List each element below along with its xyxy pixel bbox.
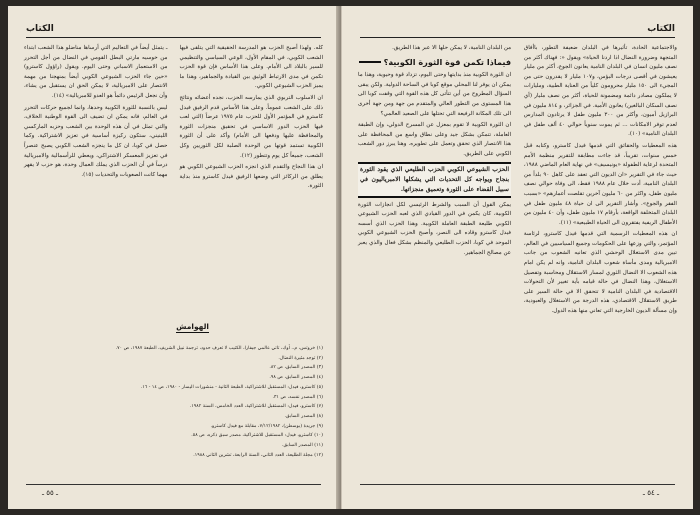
footnote-item: (٨) المصدر السابق. [284,413,323,419]
footnote-item: (١١) المصدر السابق. [282,443,323,449]
section-heading [358,58,511,68]
paragraph: ان هذه المعطيات الرسمية التي قدمها فيدل كاسترو، لرئاسة المؤتمر، والتي وزعها على الحكومات وجميع السياسيين في العالم، تبين مدى الاستغلال الوحشي الذي تعانيه الشعوب من جانب الامبريالية ومدى مأساة شعوب البلدان النامية، وانه لم يكن امام هذه الشعوب الا النضال الثوري لمسار الاستقلال ومحاسبة وتفصيل الاستغلال، وهذا النضال في حالة قيامه بأية تغيير لأن التحولات الاقتصادية في البلدان النامية لا تتحقق الا في حالة السير على طريق الاستقلال الاقتصادي، هذه الدرجة من الاستغلال والعبودية، وإن مسألة الديون الخارجية التي تعاني منها هذه الدول. [523,231,677,315]
paragraph: ان الثورة الكوبية منذ بدايتها وحتى اليوم، تزداد قوة وحيوية، وهذا ما يمكن ان يوفر لنا المحلي موقع كوبا في الساحة الدولية. ولكن يبقى السؤال المطروح من أين تتأتى كل هذه القوة التي وقفت كوبا الى هذا المستوى من التطور العالي والمتقدم من جهة ومن جهة أخرى الى تلك المكانة الرفيعة التي تحتلها على الصعيد العالمي؟ [358,72,512,117]
footnotes-title: الهوامش [176,322,209,331]
bottom-rule [360,484,675,485]
left-page-left-column [24,44,168,182]
right-page-right-column [524,44,677,319]
page-number-right: ـ ٥٤ ـ [642,489,659,497]
footnote-item: (١٢) مجلة الطليعة، العدد الثاني، السنة الرابعة، تشرين الثاني ١٩٨٨. [193,452,323,458]
paragraph: والاجتماعية الحادة، تأثيرها في البلدان ضعيفة التطور، باأفاق المتجهة وضرورة النضال اذا اردنا الحياة» ويقول «: فهناك أكثر من نصف مليون انسان في البلدان النامية يعانون الجوع، أكثر من مليار يعيشون في أقصى درجات البؤس، و١٠٧ مليار لا يقدرون حتى من المجيء الى ١٥٠ مليار محرومون كلياً من العناية الطبية، ومليارات لا يملكون مصادر دائمة ومضمونة للحياة، أكثر من نصف مليار (أي نصف السكان البالغين) يعانون الأمية. في الجزائر، و ٨١٤ مليون في البرازيل أميون، وأكثر من ٣٠٠ مليون طفل لا يرتادون المدارس لعدم توفر الامكانات ... ثم يموت سنوياً حوالي ٤٠ ألف طفل في البلدان النامية» (١٠). [523,45,677,138]
left-page-right-column [179,44,323,194]
paragraph: يمكن القول أن السبب والشرط الرئيسي لكل انجازات الثورة الكوبية، كان يكمن في الدور القيادي الذي لعبه الحزب الشيوعي الكوبي طليعة الطبقة العاملة الكوبية. وهذا الحزب الذي أسسه فيدل كاسترو وقاده الى النصر، وأصبح الحزب الشيوعي الكوبي الموحد في كوبا، الحزب الطليعي والمنظم بشكل فعال والذي يعبر عن مصالح الجماهير. [358,201,512,256]
right-page [341,6,693,509]
paragraph: كله. ولهذا أصبح الحزب هو المدرسة الحقيقية التي يتلقى فيها الشعب الكوبي، في المقام الأول، الوعي السياسي والتنظيمي للسير بالبلاد الى الأمام. وعلى هذا الأساس فإن قوة الحزب تكمن في مدى الارتباط الوثيق بين القيادة والجماهير، وهذا ما يميز الحزب الشيوعي الكوبي. [179,45,323,90]
paragraph: ان هذا النجاح والتقدم الذي انجزه الحزب الشيوعي الكوبي هو يطلق من الركائز التي وضعها الرفيق فيدل كاسترو منذ بداية الثورة. [179,164,323,190]
footnote-item: (٥) كاسترو، فيدل: المستقبل للاشتراكية، الطبعة الثانية - منشورات اليسار - ١٩٨٠، ص ١٤ - ١٦. [140,384,323,390]
paragraph: ليس بالنسبة للثورة الكوبية وحدها، وانما لجميع حركات التحرر في العالم، فانه يمكن ان تضيف الى القوة الوطنية الخلاف، والتي تمثل في أن هذه الوحدة بين الشعب وحزبه الماركسي اللينيني، ستكون ركيزة أساسية في تعزيز الاشتراكية. وكما حصل في كوبا، ان كل ما ينجزه الشعب الكوبي يصبح عنصراً في تعزيز المعسكر الاشتراكي، ويعطي للرأسمالية والامبريالية درساً في أن الحزب الذي يملك العمال وحدة، هو حزب لا يقهر مهما كانت الصعوبات والتحديات (١٥). [24,104,168,178]
paragraph: من البلدان النامية، لا يمكن حلها الا عبر هذا الطريق. [392,45,512,51]
footnote-item: (٦) المصدر نفسه، ص ٣١. [272,394,323,400]
footnote-item: (٢) توجد مثيرة النضال. [278,355,323,361]
highlighted-quote: الحزب الشيوعي الكوبي الحزب الطليعي الذي يقود الثورة بنجاح ويواجه كل التحديات التي يشكلها الامبرياليون في سبيل القضاء على الثورة وتعميق منجزاتها. [358,162,511,198]
footnote-item: (١) خروتس، م.. أوك، تاتي عالمي جيفارا، الكتيب لا تعرف حدود، ترجمة نبيل الشريف، الطبعة ١٩٨٧، ص ٧٠. [115,346,323,351]
section-heading-text: فيماذا تكمن قوة الثورة الكوبية؟ [383,56,512,67]
left-page-header: الكتاب [26,24,321,38]
left-page [8,6,340,509]
footnote-item: (٣) المصدر السابق، ص ٨٢. [269,365,323,371]
paragraph: ان الاسلوب التربوي الذي يمارسه الحزب، نجده أعضائه ونتائج ذلك على الشعب عموماً. وعلى هذا الأساس قدم الرفيق فيدل كاسترو في المؤتمر الأول للحزب عام ١٩٧٥ عرضاً (التي لعب فيها الحزب الدور الاساسي في تحقيق منجزات الثورة والمحافظة عليها ودفعها الى الأمام) وأكد على أن الثورة الكوبية تستمد قوتها من الوحدة الصلبة لكل الثوريين وكل الشعب، جميعاً كل يوم وتتطور (١٢). [179,94,323,159]
bottom-rule [26,484,321,485]
heading-dash [359,61,381,63]
page-number-left: ـ ٥٥ ـ [42,489,59,497]
paragraph: ـ يتمثل أيضاً في التعاليم التي أرساها مناضلو هذا الشعب ابتداء من خوسيه مارتي البطل القومي في النضال من أجل التحرر من الاستعمار الاسباني وحتى اليوم. ويقول (راؤول كاسترو) «حين جاء الحزب الشيوعي الكوبي أيضاً بمنهجنا من مهمة الانتصار على الامبريالية، لا يمكن الحق ان يستقبل من يشاء، وأن نجعل الرئيس دائماً هو العدو للامبريالية» (١٤). [24,45,168,99]
paragraph: ان الثورة الكوبية لا تقوم بمعزل عن المسرح الدولي، وإن الطبقة العاملة، تتمكن بشكل جيد وعلى نطاق واسع من المحافظة على هذا الانتصار الذي تحقق وتعمل على تطويره. وهنا يبرز دور الشعب الكوبي على الطريق. [358,122,512,157]
footnote-item: (١٠) كاسترو، فيدل: المستقبل للاشتراكية، مصدر سبق ذكره، ص ٥٨. [191,433,323,439]
right-page-left-column [358,44,511,260]
footnotes-list [30,344,323,460]
right-page-header: الكتاب [360,24,675,38]
footnote-item: (٤) المصدر السابق، ص ٩٨. [269,375,323,381]
footnote-item: (٩) جريدة (بوسطن)، ٧/١٢/١٩٨٢، مقابلة مع فيدل كاسترو. [210,423,323,429]
footnote-item: (٧) كاسترو، فيدل: المستقبل للاشتراكية، العدد الخامس، السنة ١٩٨٢. [189,404,323,410]
paragraph: هذه المعطيات والحقائق التي قدمها فيدل كاسترو، وكتابه قبل خمس سنوات، تقريباً، قد جاءت مطابقة للتقرير منظمة الأمم المتحدة لرعاية الطفولة «يونيسيف» في نهاية العام الماضي ١٩٨٨، حيث جاء في التقرير «ان الديون التي تعقد على كاهل ٩٠ بلداً من البلدان النامية، أدت خلال عام ١٩٨٨ فقط، الى وفاة حوالي نصف مليون طفل، واكثر من ٦٠ مليون آخرين تقلصت أعمارهم» «بسبب الفقر والجوع». وأشار التقرير الى ان حياة ٤٨ مليون طفل في البلدان المتخلفة الواقعة، بأرقام ١٧ مليون طفل، وأن ٤٠ مليون من الأطفال الريفية يفتقرون الى الحياة الطبيعية» (١١). [523,142,677,226]
